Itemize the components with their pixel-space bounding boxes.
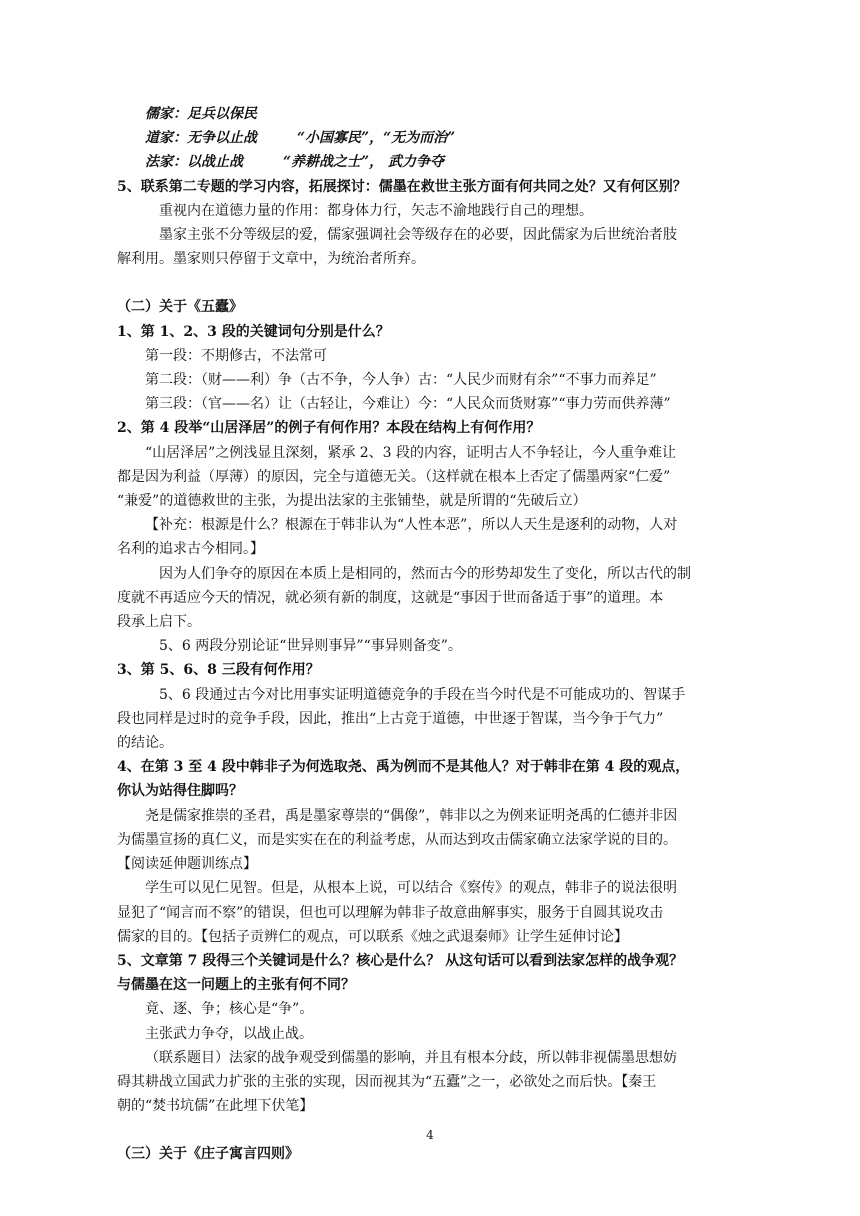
section-heading: （三）关于《庄子寓言四则》	[117, 1146, 299, 1163]
answer-paragraph: （联系题目）法家的战争观受到儒墨的影响，并且有根本分歧，所以韩非视儒墨思想妨	[145, 1049, 677, 1066]
school-confucian: 儒家：足兵以保民	[145, 106, 257, 122]
answer-paragraph: 段也同样是过时的竞争手段，因此，推出“上古竞于道德，中世逐于智谋，当今争于气力”	[117, 710, 664, 727]
question-title: 你认为站得住脚吗？	[117, 783, 243, 800]
school-legalist: 法家：以战止战 “养耕战之士”， 武力争夺	[145, 154, 444, 171]
answer-line: 第一段：不期修古，不法常可	[145, 347, 327, 364]
answer-paragraph: “山居泽居”之例浅显且深刻，紧承 2、3 段的内容，证明古人不争轻让，今人重争难让	[145, 444, 677, 461]
answer-line: 主张武力争夺，以战止战。	[145, 1025, 313, 1042]
answer-paragraph: 5、6 两段分别论证“世异则事异”“事异则备变”。	[159, 638, 462, 655]
question-title: 3、第 5、6、8 三段有何作用？	[117, 662, 320, 679]
supplement-note: 名利的追求古今相同。】	[117, 541, 264, 558]
document-body	[117, 102, 757, 1167]
school-taoist: 道家：无争以止战 “小国寡民”，“无为而治”	[145, 130, 456, 147]
answer-paragraph: 度就不再适应今天的情况，就必须有新的制度，这就是“事因于世而备适于事”的道理。本	[117, 589, 664, 606]
answer-line: 第三段：（官——名）让（古轻让，今难让）今：“人民众而货财寡”“事力劳而供养薄”	[145, 396, 671, 413]
answer-paragraph: 学生可以见仁见智。但是，从根本上说，可以结合《察传》的观点，韩非子的说法很明	[145, 880, 677, 897]
question-title: 1、第 1、2、3 段的关键词句分别是什么？	[117, 323, 390, 340]
answer-paragraph: 墨家主张不分等级层的爱，儒家强调社会等级存在的必要，因此儒家为后世统治者肢	[159, 227, 677, 244]
answer-paragraph: 因为人们争夺的原因在本质上是相同的，然而古今的形势却发生了变化，所以古代的制	[159, 565, 691, 582]
answer-paragraph: 朝的“焚书坑儒”在此埋下伏笔】	[117, 1098, 314, 1115]
answer-line: 竟、逐、争；核心是“争”。	[145, 1001, 314, 1018]
answer-paragraph: 都是因为利益（厚薄）的原因，完全与道德无关。（这样就在根本上否定了儒墨两家“仁爱”	[117, 468, 671, 485]
answer-paragraph: “兼爱”的道德救世的主张，为提出法家的主张铺垫，就是所谓的“先破后立）	[117, 493, 587, 510]
question-title: 与儒墨在这一问题上的主张有何不同？	[117, 977, 355, 994]
training-note: 【阅读延伸题训练点】	[117, 856, 257, 873]
question-title: 5、联系第二专题的学习内容，拓展探讨：儒墨在救世主张方面有何共同之处？又有何区别？	[117, 178, 687, 195]
answer-paragraph: 碍其耕战立国武力扩张的主张的实现，因而视其为“五蠹”之一，必欲处之而后快。【秦王	[117, 1073, 657, 1090]
answer-paragraph: 儒家的目的。【包括子贡辨仁的观点，可以联系《烛之武退秦师》让学生延伸讨论】	[117, 928, 628, 945]
question-title: 2、第 4 段举“山居泽居”的例子有何作用？本段在结构上有何作用？	[117, 420, 541, 437]
section-heading: （二）关于《五蠹》	[117, 299, 243, 316]
answer-line: 第二段：（财——利）争（古不争，今人争）古：“人民少而财有余”“不事力而养足”	[145, 372, 657, 389]
answer-paragraph: 重视内在道德力量的作用：都身体力行，矢志不渝地践行自己的理想。	[159, 202, 593, 219]
answer-paragraph: 尧是儒家推崇的圣君，禹是墨家尊崇的“偶像”，韩非以之为例来证明尧禹的仁德并非因	[145, 807, 678, 824]
question-title: 4、在第 3 至 4 段中韩非子为何选取尧、禹为例而不是其他人？对于韩非在第 4 段的观点，	[117, 759, 690, 776]
answer-paragraph: 段承上启下。	[117, 614, 201, 631]
answer-paragraph: 解利用。墨家则只停留于文章中，为统治者所弃。	[117, 251, 425, 268]
answer-paragraph: 显犯了“闻言而不察”的错误，但也可以理解为韩非子故意曲解事实，服务于自圆其说攻击	[117, 904, 664, 921]
page-number: 4	[426, 1128, 434, 1142]
answer-paragraph: 为儒墨宣扬的真仁义，而是实实在在的利益考虑，从而达到攻击儒家确立法家学说的目的。	[117, 831, 677, 848]
question-title: 5、文章第 7 段得三个关键词是什么？核心是什么？ 从这句话可以看到法家怎样的战争观？	[117, 952, 684, 969]
supplement-note: 【补充：根源是什么？根源在于韩非认为“人性本恶”，所以人天生是逐利的动物，人对	[145, 517, 678, 534]
answer-paragraph: 的结论。	[117, 735, 173, 752]
answer-paragraph: 5、6 段通过古今对比用事实证明道德竞争的手段在当今时代是不可能成功的、智谋手	[159, 686, 686, 703]
